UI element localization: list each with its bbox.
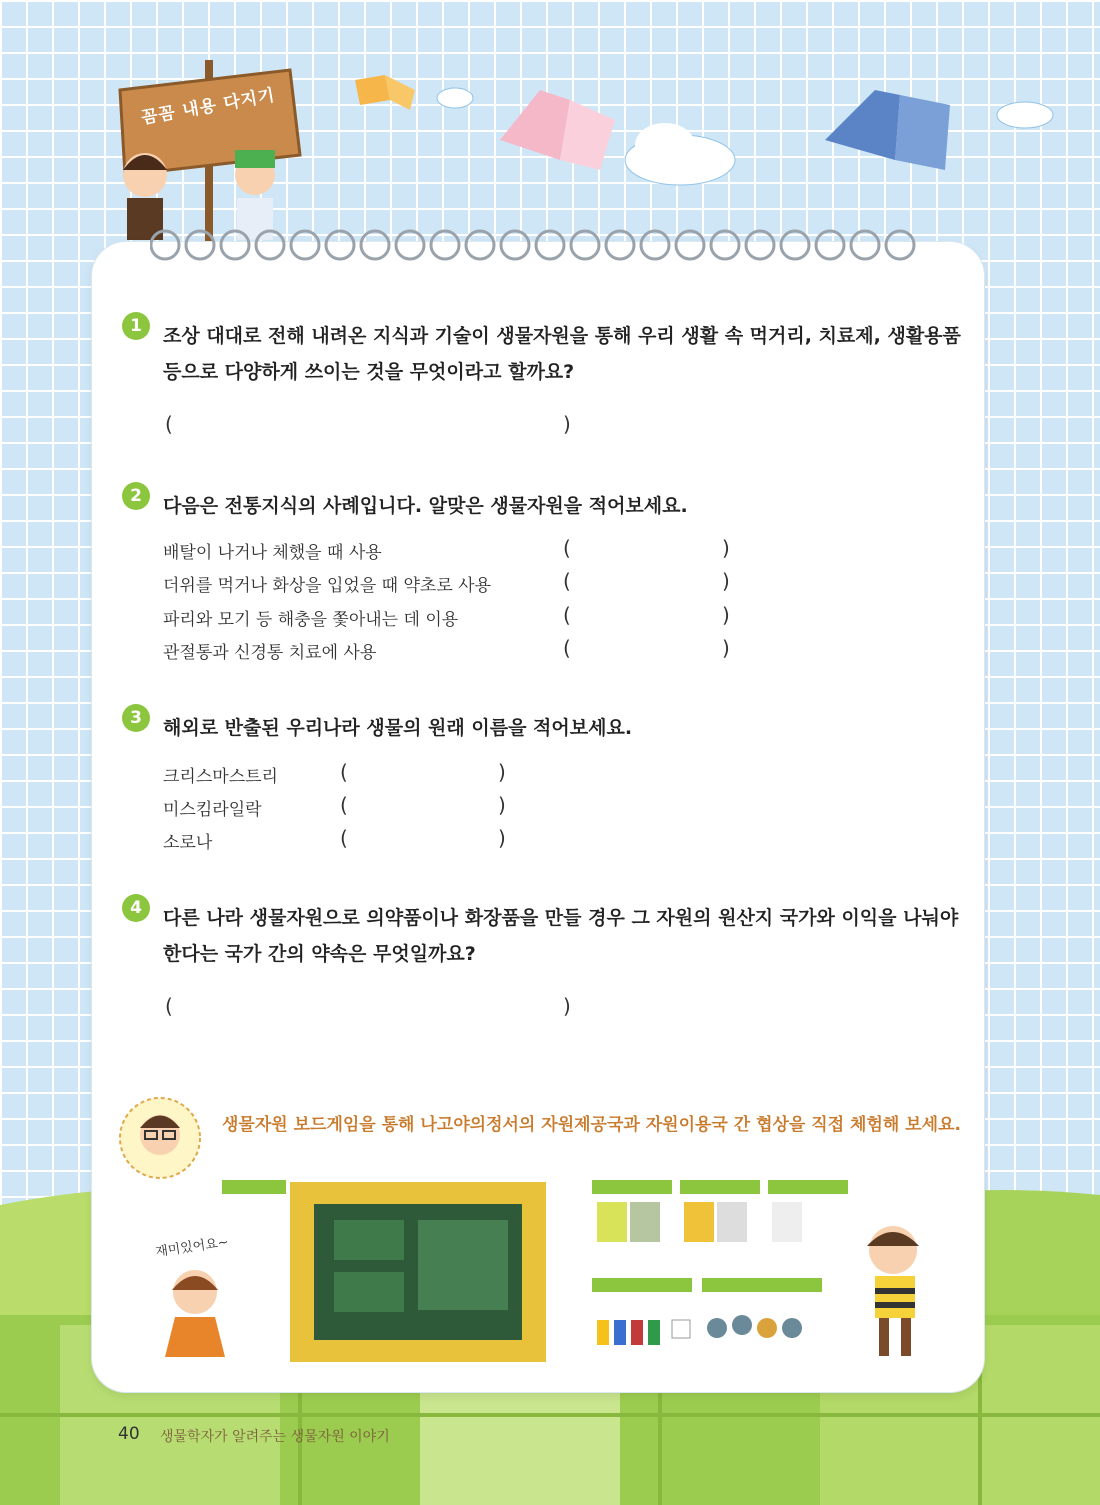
answer-3-1-open: ( [340, 760, 348, 784]
book-title: 생물학자가 알려주는 생물자원 이야기 [160, 1429, 390, 1445]
answer-1-open: ( [165, 412, 173, 436]
question-4-number: 4 [122, 894, 150, 922]
question-2-item-3: 파리와 모기 등 해충을 쫓아내는 데 이용 [163, 610, 459, 630]
board-game-image [222, 1180, 548, 1365]
question-2-text: 다음은 전통지식의 사례입니다. 알맞은 생물자원을 적어보세요. [163, 495, 688, 517]
girl-illustration [150, 1262, 250, 1367]
question-2-item-4: 관절통과 신경통 치료에 사용 [163, 643, 377, 663]
answer-3-1-close: ) [498, 760, 506, 784]
answer-3-3-open: ( [340, 826, 348, 850]
answer-2-1-open: ( [563, 536, 571, 560]
game-components-image [592, 1180, 852, 1365]
answer-2-2-close: ) [722, 569, 730, 593]
cloud-icon [625, 123, 735, 185]
answer-3-2-open: ( [340, 793, 348, 817]
question-3-item-3: 소로나 [163, 833, 213, 853]
question-3-item-1: 크리스마스트리 [163, 767, 278, 787]
teacher-avatar [115, 1093, 205, 1183]
answer-2-1-close: ) [722, 536, 730, 560]
answer-2-4-close: ) [722, 636, 730, 660]
answer-2-3-open: ( [563, 603, 571, 627]
question-4-text: 다른 나라 생물자원으로 의약품이나 화장품을 만들 경우 그 자원의 원산지 국가와 이익을 나눠야 한다는 국가 간의 약속은 무엇일까요? [163, 907, 959, 965]
answer-4-open: ( [165, 994, 173, 1018]
question-3-text: 해외로 반출된 우리나라 생물의 원래 이름을 적어보세요. [163, 717, 633, 739]
orange-book-icon [355, 75, 415, 110]
answer-1-close: ) [563, 412, 571, 436]
question-3-item-2: 미스킴라일락 [163, 800, 262, 820]
answer-2-4-open: ( [563, 636, 571, 660]
small-cloud-icon [437, 88, 473, 108]
boy-illustration [845, 1218, 945, 1363]
small-cloud-icon [997, 102, 1053, 128]
spiral-binding [150, 220, 930, 270]
sky-decoration [330, 50, 1090, 210]
question-3-number: 3 [122, 704, 150, 732]
pink-book-icon [500, 90, 615, 170]
question-1-text: 조상 대대로 전해 내려온 지식과 기술이 생물자원을 통해 우리 생활 속 먹거리, 치료제, 생활용품 등으로 다양하게 쓰이는 것을 무엇이라고 할까요? [163, 325, 961, 383]
answer-3-2-close: ) [498, 793, 506, 817]
question-2-item-1: 배탈이 나거나 체했을 때 사용 [163, 543, 382, 563]
question-2-number: 2 [122, 482, 150, 510]
page-number: 40 [118, 1424, 140, 1444]
question-1-number: 1 [122, 312, 150, 340]
game-pieces-illustration [592, 1180, 852, 1365]
sign-title: 꼼꼼 내용 다지기 [139, 85, 277, 129]
answer-2-2-open: ( [563, 569, 571, 593]
question-2-item-2: 더위를 먹거나 화상을 입었을 때 약초로 사용 [163, 576, 492, 596]
blue-book-icon [825, 90, 950, 170]
answer-2-3-close: ) [722, 603, 730, 627]
kid-speech: 재미있어요~ [154, 1234, 230, 1261]
answer-4-close: ) [563, 994, 571, 1018]
board-game-tip: 생물자원 보드게임을 통해 나고야의정서의 자원제공국과 자원이용국 간 협상을 직접 체험해 보세요. [222, 1115, 961, 1135]
answer-3-3-close: ) [498, 826, 506, 850]
